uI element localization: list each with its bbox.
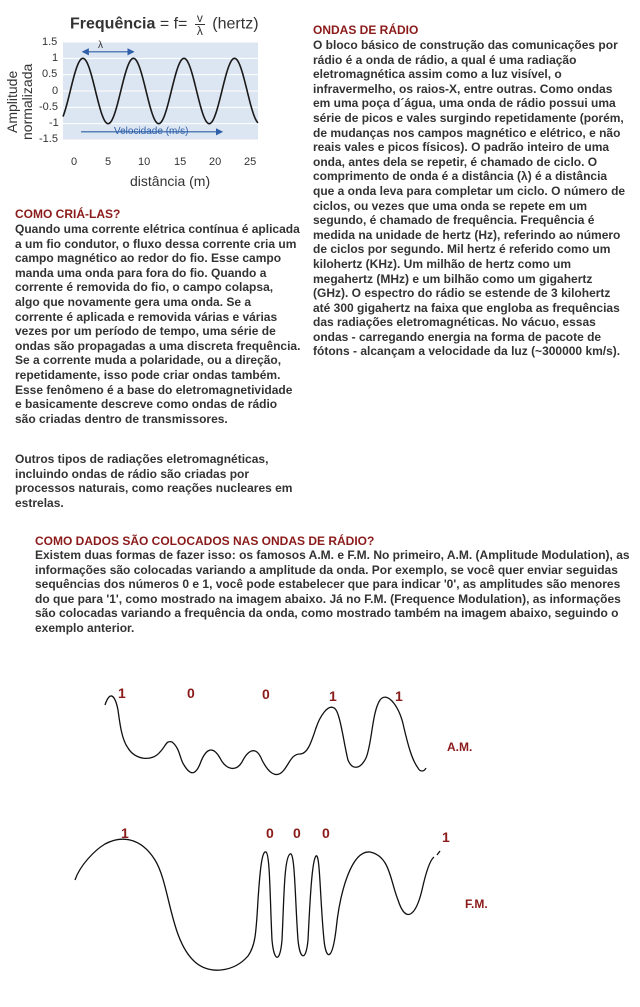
y-axis-label-line2: normalizada	[19, 63, 35, 140]
y-tick: 0.5	[42, 68, 58, 80]
fraction-denominator: λ	[196, 24, 203, 38]
fm-label: F.M.	[465, 897, 488, 911]
am-bit: 1	[395, 688, 403, 704]
wave-plot	[0, 0, 300, 200]
figure-title-main: Frequência	[70, 15, 156, 33]
x-axis-label: distância (m)	[130, 173, 211, 189]
how-created-body-2: Outros tipos de radiações eletromagnéticas, incluindo ondas de rádio são criadas por processos naturais, como reações nucleares em estrelas.	[15, 452, 293, 510]
wavelength-label: λ	[98, 40, 103, 51]
y-tick: 1.5	[42, 36, 58, 48]
fm-wave	[75, 839, 434, 970]
x-tick: 15	[174, 156, 187, 168]
fm-bit: 1	[121, 825, 129, 841]
data-on-waves-body: Existem duas formas de fazer isso: os famosos A.M. e F.M. No primeiro, A.M. (Amplitude Modulation), as informações são colocadas variando a amplitude da onda. Por exemplo, se você quer enviar seguidas sequências dos números 0 e 1, você pode estabelecer que para indicar '0', as amplitudes são menores do que para '1', como mostrado na imagem abaixo. Já no F.M. (Frequence Modulation), as informações são colocadas variando a frequência da onda, como mostrado também na imagem abaixo, seguindo o exemplo anterior.	[35, 548, 630, 635]
figure-title-unit: (hertz)	[212, 15, 259, 33]
am-wave	[105, 696, 426, 775]
am-bit: 1	[329, 688, 337, 704]
how-created-heading: COMO CRIÁ-LAS?	[15, 207, 121, 221]
x-tick: 25	[244, 156, 257, 168]
y-tick: 1	[52, 52, 59, 64]
y-tick: -1.5	[39, 133, 58, 145]
am-bit: 1	[118, 685, 126, 701]
fm-bit: 1	[442, 829, 450, 845]
radio-waves-heading: ONDAS DE RÁDIO	[313, 23, 419, 37]
figure-title-formula: = f=	[159, 15, 188, 33]
modulation-diagram	[0, 640, 640, 1000]
x-tick: 0	[71, 156, 78, 168]
fm-wave-tail	[437, 851, 440, 855]
y-tick: 0	[52, 85, 59, 97]
y-tick: -0.5	[39, 101, 58, 113]
data-on-waves-heading: COMO DADOS SÃO COLOCADOS NAS ONDAS DE RÁDIO?	[35, 534, 375, 548]
y-tick: -1	[49, 117, 59, 129]
am-bit: 0	[187, 685, 195, 701]
am-label: A.M.	[447, 740, 473, 754]
x-tick: 5	[105, 156, 112, 168]
how-created-body: Quando uma corrente elétrica contínua é aplicada a um fio condutor, o fluxo dessa corrente cria um campo magnético ao redor do fio. Esse campo manda uma onda para fora do fio. Quando a corrente é removida do fio, o campo colapsa, algo que novamente gera uma onda. Se a corrente é aplicada e removida várias e várias vezes por um período de tempo, uma série de ondas são propagadas a uma discreta frequência. Se a corrente muda a polaridade, ou a direção, repetidamente, isso pode criar ondas também. Esse fenômeno é a base do eletromagnetividade e basicamente descreve como ondas de rádio são criadas dentro de transmissores.	[15, 222, 301, 426]
x-tick: 20	[209, 156, 222, 168]
fm-bit: 0	[266, 825, 274, 841]
fm-bit: 0	[322, 825, 330, 841]
velocity-label: Velocidade (m/s)	[114, 126, 189, 137]
am-bit: 0	[262, 686, 270, 702]
x-tick: 10	[138, 156, 151, 168]
fraction-numerator: v	[196, 11, 203, 25]
fm-bit: 0	[293, 825, 301, 841]
radio-waves-body: O bloco básico de construção das comunicações por rádio é a onda de rádio, a qual é uma radiação eletromagnética assim como a luz visível, o infravermelho, os raios-X, entre outras. Como ondas em uma poça d´água, uma onda de rádio possui uma série de picos e vales surgindo repetidamente (porém, de mudanças nos campos magnético e elétrico, e não reais vales e picos físicos). O padrão inteiro de uma onda, antes dela se repetir, é chamado de ciclo. O comprimento de onda é a distância (λ) é a distância que a onda leva para completar um ciclo. O número de ciclos, ou vezes que uma onda se repete em um segundo, é chamado de frequência. Frequência é medida na unidade de hertz (Hz), referindo ao número de ciclos por segundo. Mil hertz é referido como um kilohertz (KHz). Um milhão de hertz como um megahertz (MHz) e um bilhão como um gigahertz (GHz). O espectro do rádio se estende de 3 kilohertz até 300 gigahertz na faixa que engloba as frequências das radiações eletromagnéticas. No vácuo, essas ondas - carregando energia na forma de pacote de fótons - alcançam a velocidade da luz (~300000 km/s).	[313, 38, 626, 359]
y-axis-label-line1: Amplitude	[4, 70, 20, 133]
